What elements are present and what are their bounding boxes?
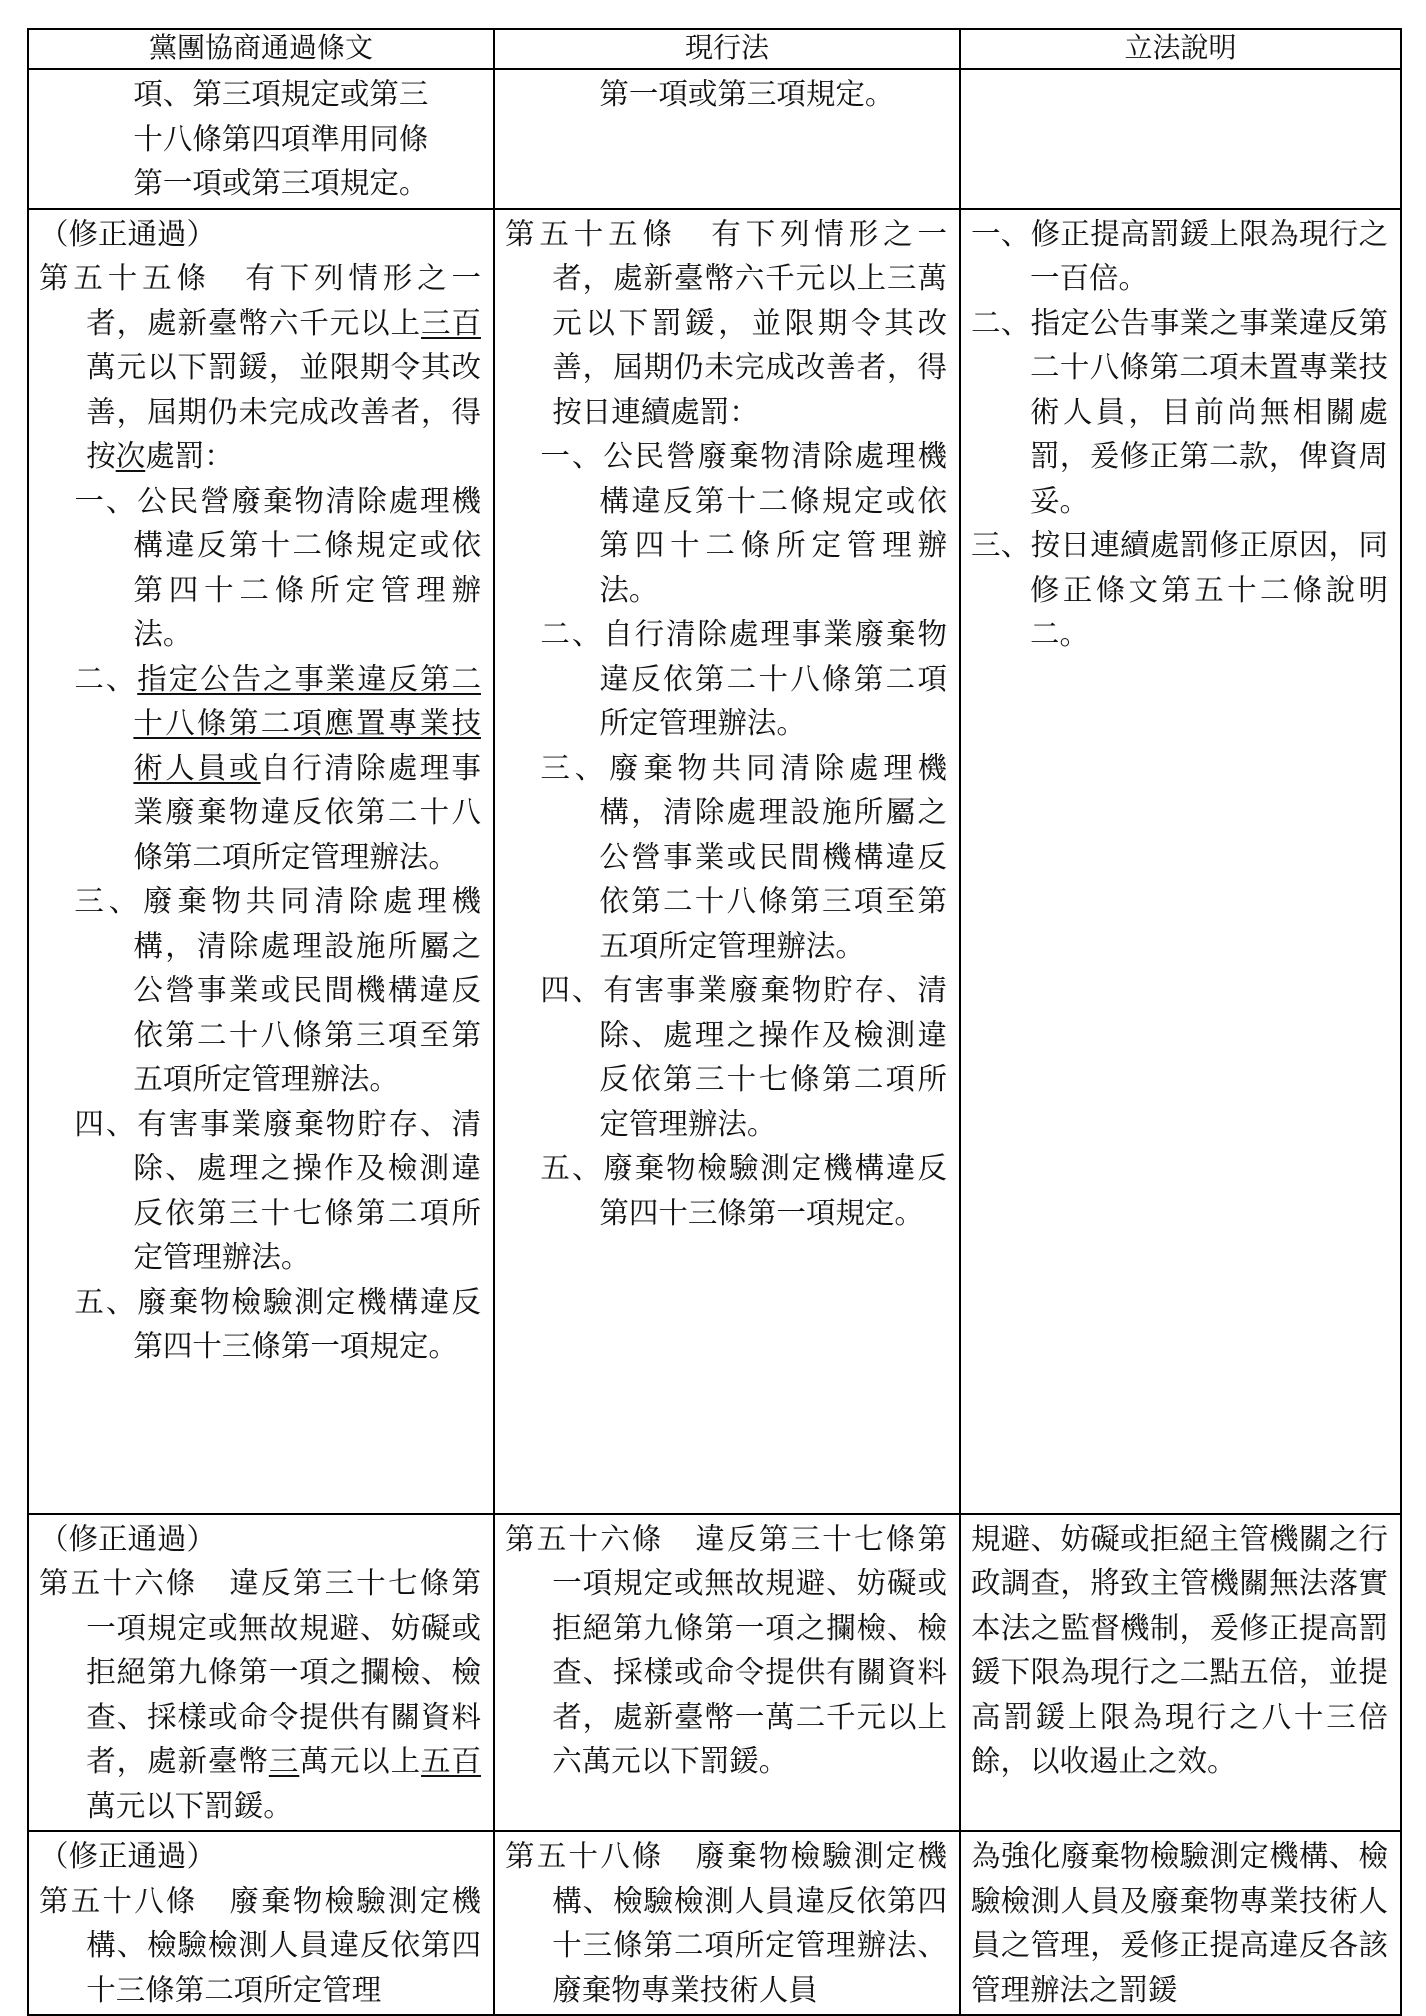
list-item: 三、廢棄物共同清除處理機構，清除處理設施所屬之公營事業或民間機構違反依第二十八條第三項至第五項所定管理辦法。 [74, 884, 481, 1096]
current-cell [494, 209, 960, 1514]
article-text: 第五十八條 廢棄物檢驗測定機構、檢驗檢測人員違反依第四十三條第二項所定管理 [39, 1883, 481, 2007]
amended-text: 次 [115, 439, 146, 473]
current-cell [494, 1831, 960, 2015]
comparison-table [27, 28, 1402, 2016]
table-row [28, 209, 1401, 1514]
explanation-cell [960, 69, 1401, 209]
article-text: 第五十六條 違反第三十七條第一項規定或無故規避、妨礙或拒絕第九條第一項之攔檢、檢查、採樣或命令提供有關資料者，處新臺幣三萬元以上五百萬元以下罰鍰。 [39, 1566, 481, 1823]
header-current: 現行法 [494, 29, 960, 69]
list-item: 二、自行清除處理事業廢棄物違反依第二十八條第二項所定管理辦法。 [540, 617, 947, 740]
list-item: 四、有害事業廢棄物貯存、清除、處理之操作及檢測違反依第三十七條第二項所定管理辦法。 [74, 1106, 481, 1274]
amendment-label: （修正通過） [39, 1521, 217, 1556]
list-item: 三、按日連續處罰修正原因，同修正條文第五十二條說明二。 [971, 528, 1388, 651]
article-text: 第五十八條 廢棄物檢驗測定機構、檢驗檢測人員違反依第四十三條第二項所定管理辦法、廢棄物專業技術人員 [505, 1839, 947, 2007]
text-line: 十八條第四項準用同條 [133, 121, 429, 156]
explanation-cell [960, 1831, 1401, 2015]
explanation-text: 規避、妨礙或拒絕主管機關之行政調查，將致主管機關無法落實本法之監督機制，爰修正提高罰鍰下限為現行之二點五倍，並提高罰鍰上限為現行之八十三倍餘，以收遏止之效。 [971, 1521, 1388, 1778]
current-cell [494, 69, 960, 209]
text-line: 第一項或第三項規定。 [599, 77, 895, 111]
list-item: 一、公民營廢棄物清除處理機構違反第十二條規定或依第四十二條所定管理辦法。 [74, 483, 481, 651]
amended-text: 三百 [421, 305, 481, 340]
list-item: 一、修正提高罰鍰上限為現行之一百倍。 [971, 216, 1388, 295]
explanation-cell [960, 209, 1401, 1514]
table-row [28, 69, 1401, 209]
amendment-label: （修正通過） [39, 216, 217, 251]
negotiated-cell [28, 69, 494, 209]
text-line: 第一項或第三項規定。 [133, 166, 429, 200]
table-row [28, 1831, 1401, 2015]
explanation-cell [960, 1514, 1401, 1832]
negotiated-cell [28, 1831, 494, 2015]
list-item: 四、有害事業廢棄物貯存、清除、處理之操作及檢測違反依第三十七條第二項所定管理辦法。 [540, 973, 947, 1141]
amended-text: 三 [268, 1744, 300, 1778]
negotiated-cell [28, 209, 494, 1514]
article-text: 第五十五條 有下列情形之一者，處新臺幣六千元以上三萬元以下罰鍰，並限期令其改善，屆期仍未完成改善者，得按日連續處罰： [505, 216, 947, 429]
list-item: 一、公民營廢棄物清除處理機構違反第十二條規定或依第四十二條所定管理辦法。 [540, 439, 947, 607]
list-item: 三、廢棄物共同清除處理機構，清除處理設施所屬之公營事業或民間機構違反依第二十八條第三項至第五項所定管理辦法。 [540, 750, 947, 963]
article-text: 第五十五條 有下列情形之一者，處新臺幣六千元以上三百萬元以下罰鍰，並限期令其改善，屆期仍未完成改善者，得按次處罰： [39, 261, 481, 473]
header-negotiated: 黨團協商通過條文 [28, 29, 494, 69]
table-row [28, 1514, 1401, 1832]
header-explanation: 立法說明 [960, 29, 1401, 69]
list-item: 五、廢棄物檢驗測定機構違反第四十三條第一項規定。 [540, 1151, 947, 1230]
text-line: 項、第三項規定或第三 [133, 77, 429, 111]
list-item: 二、指定公告之事業違反第二十八條第二項應置專業技術人員或自行清除處理事業廢棄物違反依第二十八條第二項所定管理辦法。 [74, 661, 481, 874]
amended-text: 五百 [421, 1744, 481, 1778]
explanation-text: 為強化廢棄物檢驗測定機構、檢驗檢測人員及廢棄物專業技術人員之管理，爰修正提高違反各該管理辦法之罰鍰 [971, 1839, 1388, 2007]
current-cell [494, 1514, 960, 1832]
article-text: 第五十六條 違反第三十七條第一項規定或無故規避、妨礙或拒絕第九條第一項之攔檢、檢查、採樣或命令提供有關資料者，處新臺幣一萬二千元以上六萬元以下罰鍰。 [505, 1521, 947, 1778]
list-item: 五、廢棄物檢驗測定機構違反第四十三條第一項規定。 [74, 1284, 481, 1363]
negotiated-cell [28, 1514, 494, 1832]
amendment-label: （修正通過） [39, 1839, 217, 1873]
amended-text: 指定公告之事業違反第二十八條第二項應置專業技術人員或 [133, 661, 481, 785]
list-item: 二、指定公告事業之事業違反第二十八條第二項未置專業技術人員，目前尚無相關處罰，爰修正第二款，俾資周妥。 [971, 305, 1388, 518]
header-row [28, 29, 1401, 69]
